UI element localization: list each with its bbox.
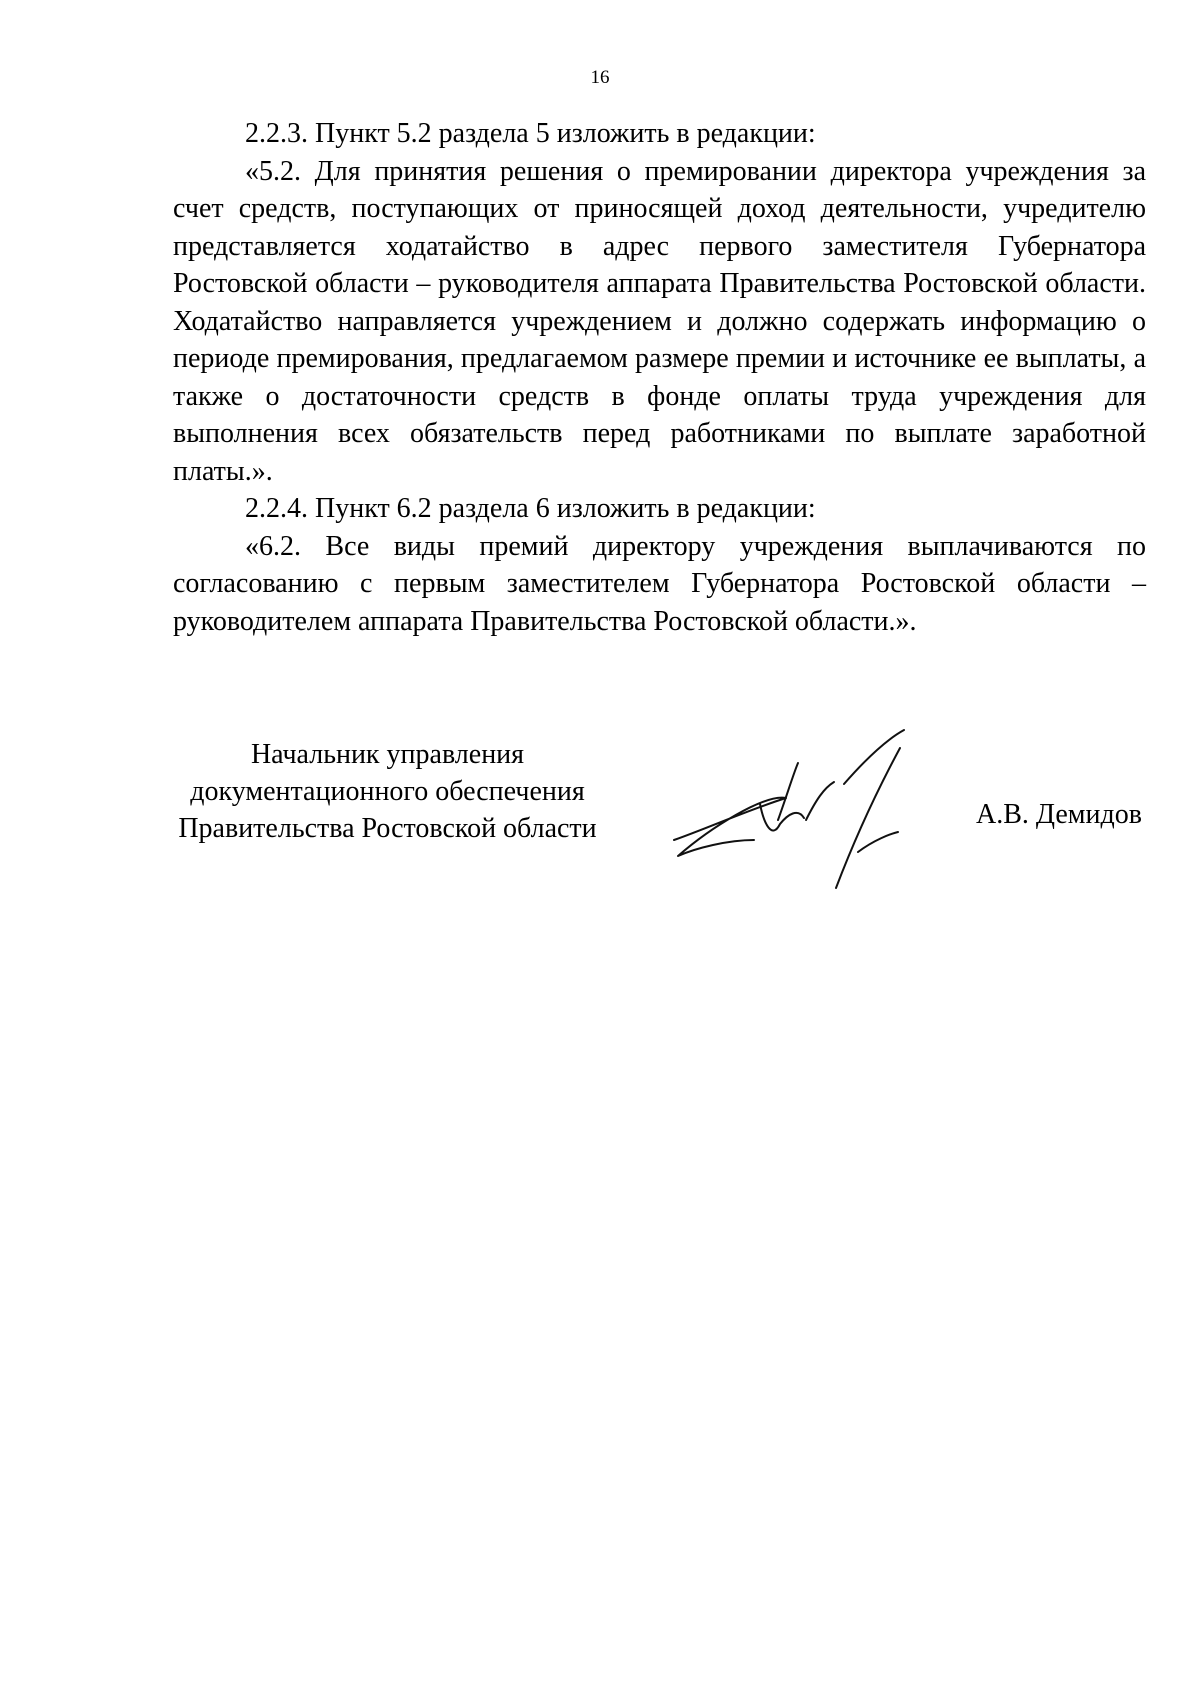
signer-position: [170, 736, 605, 847]
document-body: [173, 115, 1146, 640]
paragraph-5-2-text: «5.2. Для принятия решения о премировании директора учреждения за счет средств, поступающих от приносящей доход деятельности, учредителю представляется ходатайство в адрес первого заместителя Губернатора Ростовской области – руководителя аппарата Правительства Ростовской области. Ходатайство направляется учреждением и должно содержать информацию о периоде премирования, предлагаемом размере премии и источнике ее выплаты, а также о достаточности средств в фонде оплаты труда учреждения для выполнения всех обязательств перед работниками по выплате заработной платы.».: [173, 155, 1146, 487]
paragraph-6-2-text: «6.2. Все виды премий директору учреждения выплачиваются по согласованию с первым заместителем Губернатора Ростовской области – руководителем аппарата Правительства Ростовской области.».: [173, 530, 1146, 637]
paragraph-2-2-3: 2.2.3. Пункт 5.2 раздела 5 изложить в редакции:: [245, 118, 816, 149]
paragraph-2-2-4: 2.2.4. Пункт 6.2 раздела 6 изложить в редакции:: [245, 493, 816, 524]
handwritten-signature: [668, 728, 958, 890]
signer-position-line: Правительства Ростовской области: [178, 813, 597, 844]
page-number: 16: [590, 67, 610, 88]
signer-position-line: документационного обеспечения: [190, 776, 585, 807]
signer-name: А.В. Демидов: [976, 799, 1142, 830]
signer-position-line: Начальник управления: [250, 739, 525, 770]
